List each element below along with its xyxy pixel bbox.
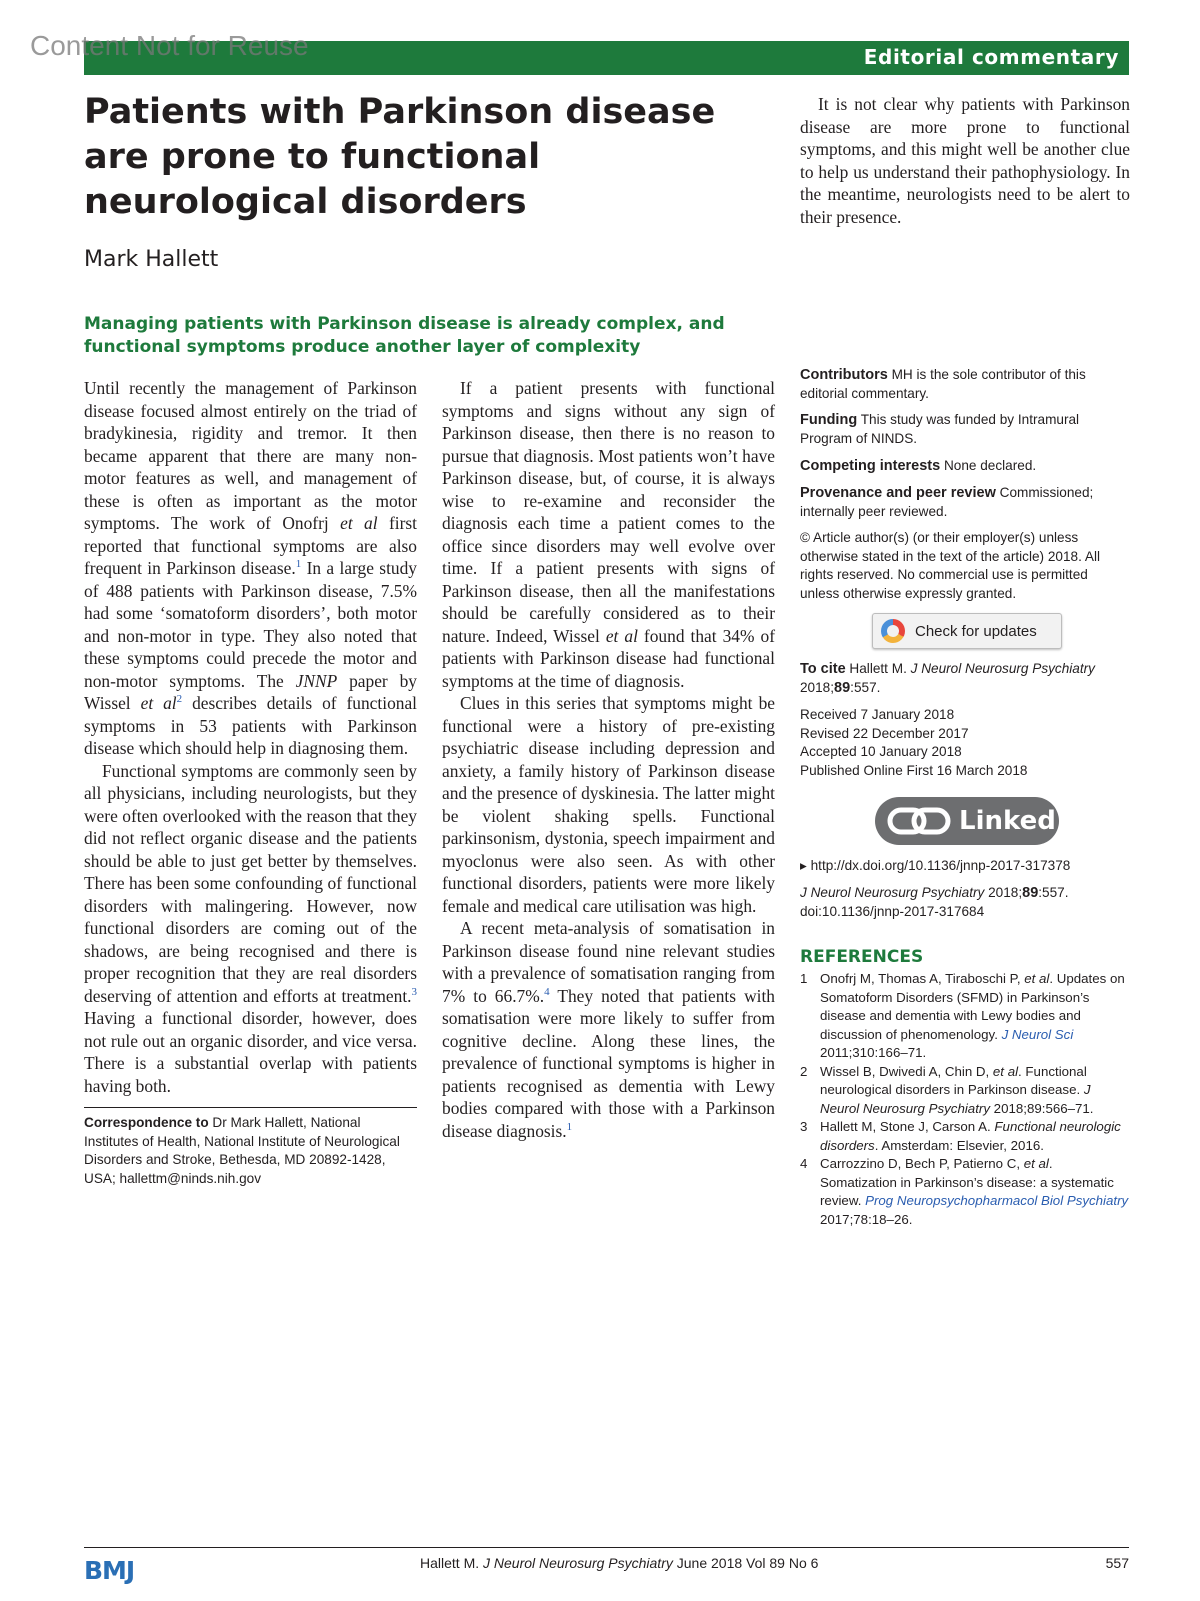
text-run: Hallett M.: [420, 1555, 484, 1571]
article-dates: [800, 706, 1130, 780]
text-run: Having a functional disorder, however, does not rule out an organic disorder, and vice versa. There is a substantial overlap with patients having both.: [84, 1008, 417, 1096]
author-name: Mark Hallett: [84, 247, 219, 272]
arrow-right-icon: ▸: [800, 858, 811, 873]
journal-name: J Neurol Neurosurg Psychiatry: [800, 885, 985, 900]
linked-url: [800, 857, 1130, 876]
reference-number: 4: [800, 1156, 808, 1171]
competing-label: Competing interests: [800, 458, 941, 474]
text-run: 2011;310:166–71.: [820, 1045, 927, 1060]
text-run: describes details of functional symptoms in 53 patients with Parkinson disease which should help in diagnosing them.: [84, 693, 418, 758]
text-run-italic: et al: [140, 693, 177, 713]
footer-divider: [84, 1547, 1129, 1548]
competing-text: None declared.: [940, 458, 1037, 473]
text-run-italic: et al: [1023, 1156, 1049, 1171]
linked-badge[interactable]: [875, 797, 1059, 845]
journal-citation: [800, 884, 1130, 921]
text-run: 2018;: [800, 679, 835, 695]
text-run: Functional symptoms are commonly seen by all physicians, including neurologists, but they were often overlooked with the reason that they did not reflect organic disease and the patients should be able to just get better by themselves. There has been some confounding of functional disorders with malingering. However, now functional disorders are coming out of the shadows, are being recognised and there is proper recognition that they are real disorders deserving of attention and efforts at treatment.: [84, 760, 417, 1006]
date-published: Published Online First 16 March 2018: [800, 762, 1028, 778]
text-run: Hallett M.: [845, 661, 911, 676]
page-number: 557: [1105, 1555, 1129, 1571]
references-heading: REFERENCES: [800, 947, 924, 967]
text-run: 2018;89:566–71.: [989, 1100, 1094, 1116]
text-run-italic: Functional neurologic disorders: [820, 1119, 1121, 1153]
text-run: . Functional neurological disorders in Parkinson disease.: [820, 1063, 1087, 1097]
watermark: Content Not for Reuse: [30, 30, 309, 61]
chain-link-icon: [887, 806, 951, 836]
linked-url-link[interactable]: http://dx.doi.org/10.1136/jnnp-2017-317378: [810, 858, 1071, 873]
text-run: Until recently the management of Parkinson disease focused almost entirely on the triad of bradykinesia, rigidity and tremor. It then became apparent that there are many non-motor features as well, and management of these is often as important as the motor symptoms. The work of Onofrj: [84, 378, 417, 533]
text-run: Hallett M, Stone J, Carson A.: [820, 1119, 995, 1134]
provenance-text: Commissioned; internally peer reviewed.: [800, 485, 1094, 519]
contributors: [800, 366, 1130, 403]
competing-interests: [800, 457, 1130, 476]
text-run-italic: et al: [1024, 971, 1050, 986]
correspondence: [84, 1114, 417, 1188]
section-label: Editorial commentary: [863, 45, 1119, 69]
reference-number: 1: [800, 971, 808, 986]
reference-item: [800, 970, 1130, 1063]
references-list: [800, 970, 1130, 1229]
volume: 89: [1022, 885, 1039, 901]
reference-link[interactable]: 3: [411, 985, 417, 998]
check-for-updates-label: Check for updates: [915, 622, 1037, 640]
reference-link[interactable]: 1: [566, 1120, 573, 1133]
reference-item: [800, 1118, 1130, 1155]
text-run-italic: et al: [340, 513, 378, 533]
provenance-label: Provenance and peer review: [800, 485, 996, 501]
body-paragraph-4: Clues in this series that symptoms might be functional were a history of pre-existing psychiatric disease including depression and anxiety, a family history of Parkinson disease and the presence of dyskinesia. The latter might be violent shaking spells. Functional parkinsonism, dystonia, speech impairment and myoclonus were also seen. As with other functional disorders, patients were more likely female and medical care utilisation was high.: [442, 693, 775, 916]
text-run: paper by Wissel: [84, 670, 417, 713]
reference-item: [800, 1155, 1130, 1229]
text-run: June 2018 Vol 89 No 6: [672, 1555, 819, 1571]
date-accepted: Accepted 10 January 2018: [800, 744, 962, 759]
bmj-logo: BMJ: [84, 1556, 135, 1585]
journal-name: J Neurol Neurosurg Psychiatry: [483, 1555, 673, 1571]
journal-name: J Neurol Neurosurg Psychiatry: [820, 1082, 1091, 1116]
reference-link[interactable]: 1: [295, 558, 302, 571]
body-paragraph-5: [442, 917, 775, 1142]
reference-number: 3: [800, 1119, 808, 1134]
doi: doi:10.1136/jnnp-2017-317684: [800, 903, 985, 919]
text-run: Carrozzino D, Bech P, Patierno C,: [820, 1156, 1024, 1171]
reference-link[interactable]: 4: [544, 985, 550, 998]
funding-label: Funding: [800, 412, 858, 428]
text-run: . Amsterdam: Elsevier, 2016.: [874, 1137, 1044, 1153]
text-run: . Somatization in Parkinson’s disease: a systematic review.: [820, 1156, 1114, 1208]
reference-number: 2: [800, 1063, 808, 1079]
contributors-label: Contributors: [800, 367, 888, 383]
body-column-2: [442, 377, 775, 1142]
text-run: 2017;78:18–26.: [820, 1211, 913, 1227]
journal-name: J Neurol Neurosurg Psychiatry: [910, 661, 1095, 676]
body-paragraph-2: [84, 760, 417, 1098]
body-paragraph-1: [84, 377, 417, 760]
crossmark-icon: [881, 619, 905, 643]
funding-text: This study was funded by Intramural Program of NINDS.: [800, 412, 1080, 446]
reference-link[interactable]: 2: [176, 693, 183, 706]
text-run: They noted that patients with somatisation were more likely to suffer from cognitive decline. Along these lines, the prevalence of functional symptoms is higher in patients recognised as dementia with Lewy bodies compared with those with a Parkinson disease diagnosis.: [442, 985, 775, 1141]
copyright: © Article author(s) (or their employer(s) unless otherwise stated in the text of the article) 2018. All rights reserved. No commercial use is permitted unless otherwise expressly granted.: [800, 530, 1100, 601]
text-run: 2018;: [984, 885, 1023, 900]
standfirst: Managing patients with Parkinson disease is already complex, and functional symptoms produce another layer of complexity: [84, 314, 725, 357]
correspondence-label: Correspondence to: [84, 1115, 209, 1130]
journal-link[interactable]: J Neurol Sci: [1001, 1026, 1074, 1042]
volume: 89: [834, 679, 851, 696]
text-run: A recent meta-analysis of somatisation in Parkinson disease found nine relevant studies with a prevalence of somatisation ranging from 7% to 66.7%.: [442, 918, 775, 1006]
divider: [84, 1107, 417, 1108]
text-run: If a patient presents with functional symptoms and signs without any sign of Parkinson disease, then there is no reason to pursue that diagnosis. Most patients won’t have Parkinson disease, but, of course, it is always wise to re-examine and reconsider the diagnosis each time a patient comes to the office since disorders may well evolve over time. If a patient presents with signs of Parkinson disease, then all the manifestations should be carefully considered as to their nature. Indeed, Wissel: [442, 378, 775, 646]
date-received: Received 7 January 2018: [800, 707, 955, 722]
journal-link[interactable]: Prog Neuropsychopharmacol Biol Psychiatry: [865, 1193, 1129, 1208]
contributors-text: MH is the sole contributor of this editorial commentary.: [800, 367, 1086, 401]
body-paragraph-3: [442, 377, 775, 692]
reference-item: [800, 1063, 1130, 1119]
date-revised: Revised 22 December 2017: [800, 725, 969, 741]
text-run-italic: et al: [992, 1063, 1019, 1079]
text-run: Onofrj M, Thomas A, Tiraboschi P,: [820, 971, 1025, 986]
to-cite: [800, 660, 1130, 697]
to-cite-label: To cite: [800, 661, 846, 677]
linked-label: Linked: [959, 806, 1056, 836]
text-run: Wissel B, Dwivedi A, Chin D,: [820, 1063, 993, 1079]
text-run: :557.: [850, 679, 881, 695]
article-title: Patients with Parkinson disease are prone to functional neurological disorders: [84, 92, 716, 222]
body-paragraph-6: It is not clear why patients with Parkinson disease are more prone to functional symptoms, and this might well be another clue to help us understand their pathophysiology. In the meantime, neurologists need to be alert to their presence.: [800, 94, 1130, 227]
body-column-1: [84, 377, 417, 1097]
text-run: In a large study of 488 patients with Parkinson disease, 7.5% had some ‘somatoform disorders’, both motor and non-motor in type. They also noted that these symptoms could precede the motor and non-motor symptoms. The: [84, 558, 417, 691]
text-run: . Updates on Somatoform Disorders (SFMD) in Parkinson’s disease and dementia with Lewy bodies and discussion of phenomenology.: [820, 971, 1125, 1042]
correspondence-text: Dr Mark Hallett, National Institutes of Health, National Institute of Neurological Disorders and Stroke, Bethesda, MD 20892-1428, USA; hallettm@ninds.nih.gov: [84, 1115, 400, 1186]
text-run: :557.: [1038, 885, 1069, 900]
text-run-italic: et al: [605, 625, 638, 646]
provenance: [800, 484, 1130, 521]
body-column-3: [800, 93, 1130, 228]
text-run: found that 34% of patients with Parkinson disease had functional symptoms at the time of diagnosis.: [442, 625, 775, 691]
check-for-updates-button[interactable]: [872, 613, 1062, 649]
funding: [800, 411, 1130, 448]
footer-citation: [420, 1555, 818, 1571]
text-run-italic: JNNP: [295, 670, 338, 691]
text-run: first reported that functional symptoms are also frequent in Parkinson disease.: [84, 513, 417, 578]
